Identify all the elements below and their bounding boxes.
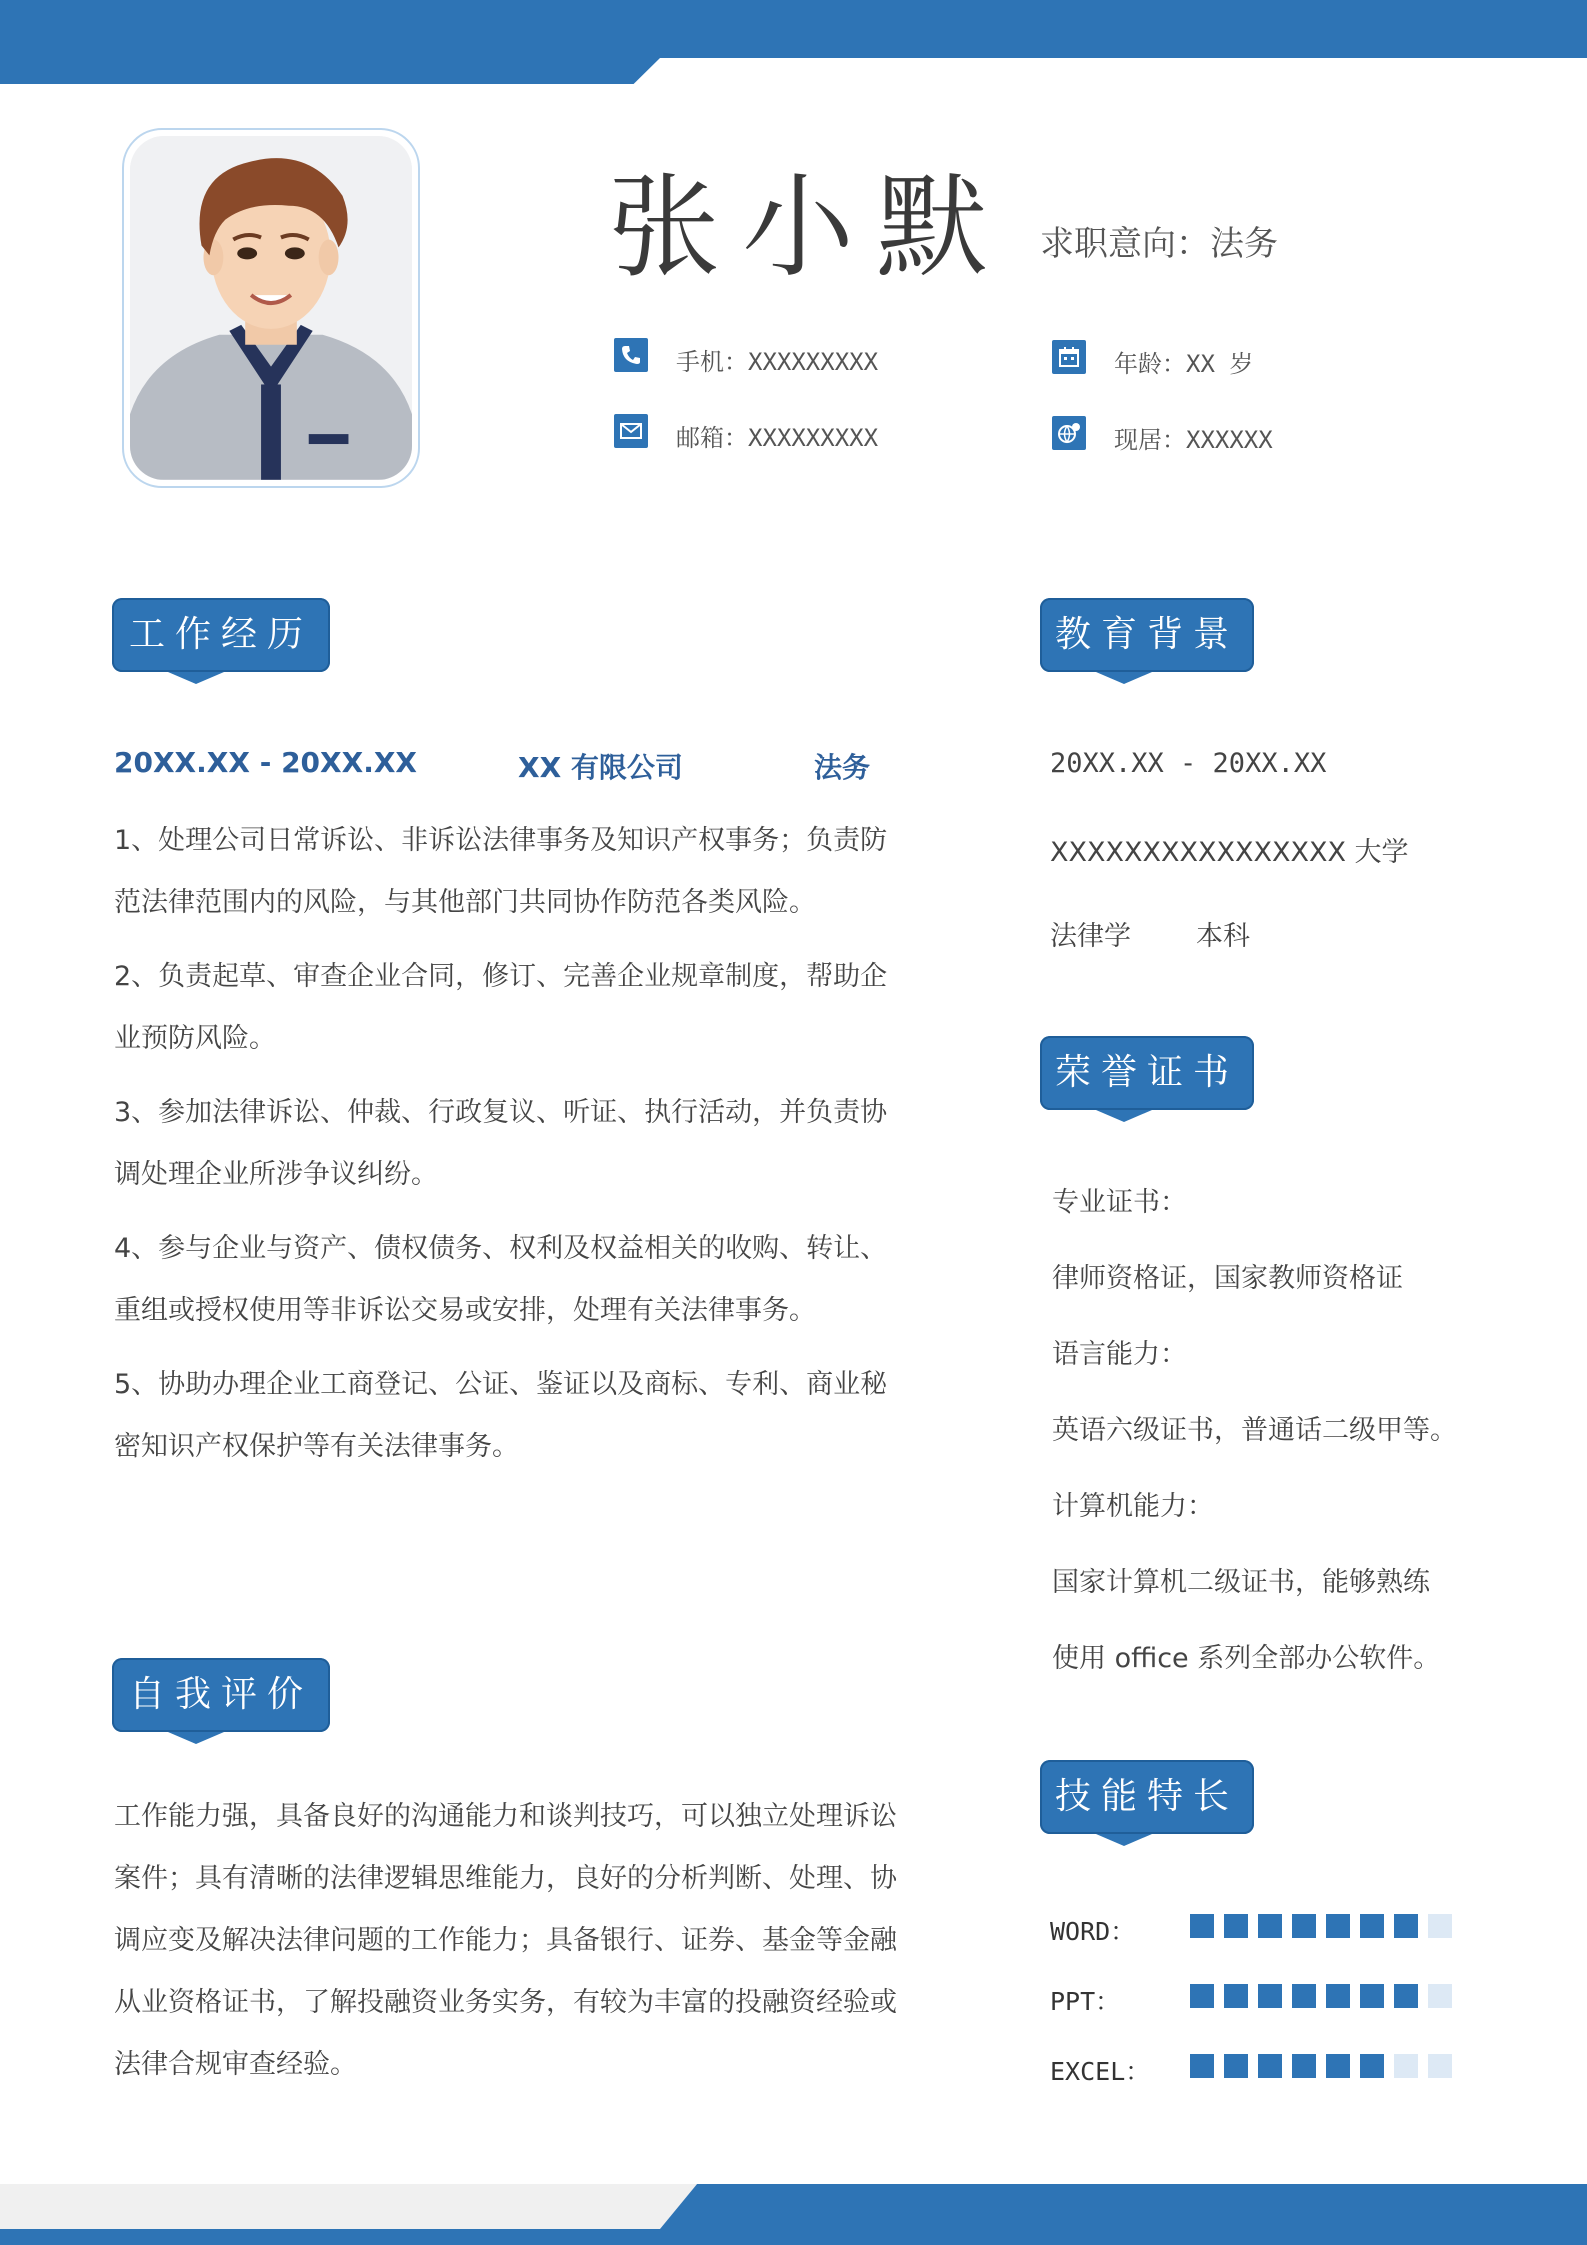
- work-duties-list: [114, 810, 904, 1580]
- skill-level-square: [1394, 1914, 1418, 1938]
- skill-level-square: [1428, 1984, 1452, 2008]
- honors-line: 英语六级证书，普通话二级甲等。: [1052, 1415, 1457, 1446]
- skill-level-square: [1258, 2054, 1282, 2078]
- skill-level-square: [1394, 1984, 1418, 2008]
- honors-line: 专业证书：: [1052, 1187, 1187, 1218]
- job-intent: 求职意向：法务: [1040, 224, 1278, 264]
- top-banner-tab: [0, 58, 660, 84]
- skills-section-title: 技能特长: [1040, 1760, 1254, 1834]
- skill-level-square: [1292, 1984, 1316, 2008]
- phone-field: 手机：XXXXXXXXX: [676, 348, 879, 376]
- work-company: XX 有限公司: [518, 751, 683, 784]
- skill-level-square: [1292, 1914, 1316, 1938]
- skill-level-square: [1360, 2054, 1384, 2078]
- work-section-title: 工作经历: [112, 598, 330, 672]
- skill-level-square: [1326, 2054, 1350, 2078]
- skill-level-square: [1360, 1914, 1384, 1938]
- skill-level-square: [1190, 2054, 1214, 2078]
- work-duty-item: 1、处理公司日常诉讼、非诉讼法律事务及知识产权事务；负责防范法律范围内的风险，与其他部门共同协作防范各类风险。: [114, 825, 888, 918]
- skill-level-square: [1258, 1984, 1282, 2008]
- candidate-name: 张小默: [608, 163, 1010, 293]
- self-eval-section-title: 自我评价: [112, 1658, 330, 1732]
- avatar-illustration: [130, 136, 412, 480]
- education-section-title: 教育背景: [1040, 598, 1254, 672]
- self-eval-text: 工作能力强，具备良好的沟通能力和谈判技巧，可以独立处理诉讼案件；具有清晰的法律逻辑思维能力，良好的分析判断、处理、协调应变及解决法律问题的工作能力；具备银行、证券、基金等金融从业资格证书，了解投融资业务实务，有较为丰富的投融资经验或法律合规审查经验。: [114, 1801, 897, 2080]
- skill-level-bars: [1190, 1914, 1470, 2094]
- work-duty-item: 3、参加法律诉讼、仲裁、行政复议、听证、执行活动，并负责协调处理企业所涉争议纠纷。: [114, 1097, 888, 1190]
- education-degree: 本科: [1196, 921, 1250, 952]
- work-duty-item: 4、参与企业与资产、债权债务、权利及权益相关的收购、转让、重组或授权使用等非诉讼交易或安排，处理有关法律事务。: [114, 1233, 888, 1326]
- skill-level-square: [1394, 2054, 1418, 2078]
- skill-level-square: [1292, 2054, 1316, 2078]
- work-period: 20XX.XX - 20XX.XX: [114, 746, 418, 779]
- skill-level-square: [1326, 1984, 1350, 2008]
- calendar-icon: [1052, 340, 1086, 374]
- skill-label-ppt: PPT：: [1050, 1987, 1121, 2016]
- skill-level-square: [1224, 1984, 1248, 2008]
- bottom-banner: [660, 2184, 1587, 2229]
- skill-level-square: [1428, 1914, 1452, 1938]
- bottom-line: [0, 2229, 1587, 2245]
- residence-field: 现居：XXXXXX: [1114, 426, 1273, 454]
- profile-photo: [122, 128, 420, 488]
- honors-line: 语言能力：: [1052, 1339, 1187, 1370]
- skill-level-square: [1360, 1984, 1384, 2008]
- skill-level-square: [1428, 2054, 1452, 2078]
- email-field: 邮箱：XXXXXXXXX: [676, 424, 879, 452]
- avatar-icon: [130, 136, 412, 480]
- skill-level-square: [1258, 1914, 1282, 1938]
- age-field: 年龄：XX 岁: [1114, 350, 1254, 378]
- phone-icon: [614, 338, 648, 372]
- honors-section-title: 荣誉证书: [1040, 1036, 1254, 1110]
- work-duty-item: 5、协助办理企业工商登记、公证、鉴证以及商标、专利、商业秘密知识产权保护等有关法律事务。: [114, 1369, 888, 1462]
- honors-list: [1052, 1180, 1492, 1712]
- skill-label-word: WORD：: [1050, 1917, 1136, 1946]
- honors-line: 国家计算机二级证书，能够熟练: [1052, 1567, 1430, 1598]
- skill-level-square: [1224, 1914, 1248, 1938]
- education-school: XXXXXXXXXXXXXXXX 大学: [1050, 837, 1409, 868]
- skill-level-square: [1326, 1914, 1350, 1938]
- honors-line: 律师资格证，国家教师资格证: [1052, 1263, 1403, 1294]
- education-period: 20XX.XX - 20XX.XX: [1050, 748, 1327, 779]
- skill-level-square: [1190, 1914, 1214, 1938]
- location-globe-icon: [1052, 416, 1086, 450]
- education-major: 法律学: [1050, 921, 1131, 952]
- honors-line: 使用 office 系列全部办公软件。: [1052, 1643, 1441, 1674]
- top-banner: [0, 0, 1587, 58]
- work-role: 法务: [814, 751, 871, 784]
- honors-line: 计算机能力：: [1052, 1491, 1214, 1522]
- skill-level-square: [1224, 2054, 1248, 2078]
- mail-icon: [614, 414, 648, 448]
- work-duty-item: 2、负责起草、审查企业合同，修订、完善企业规章制度，帮助企业预防风险。: [114, 961, 888, 1054]
- skill-level-square: [1190, 1984, 1214, 2008]
- skill-label-excel: EXCEL：: [1050, 2057, 1151, 2086]
